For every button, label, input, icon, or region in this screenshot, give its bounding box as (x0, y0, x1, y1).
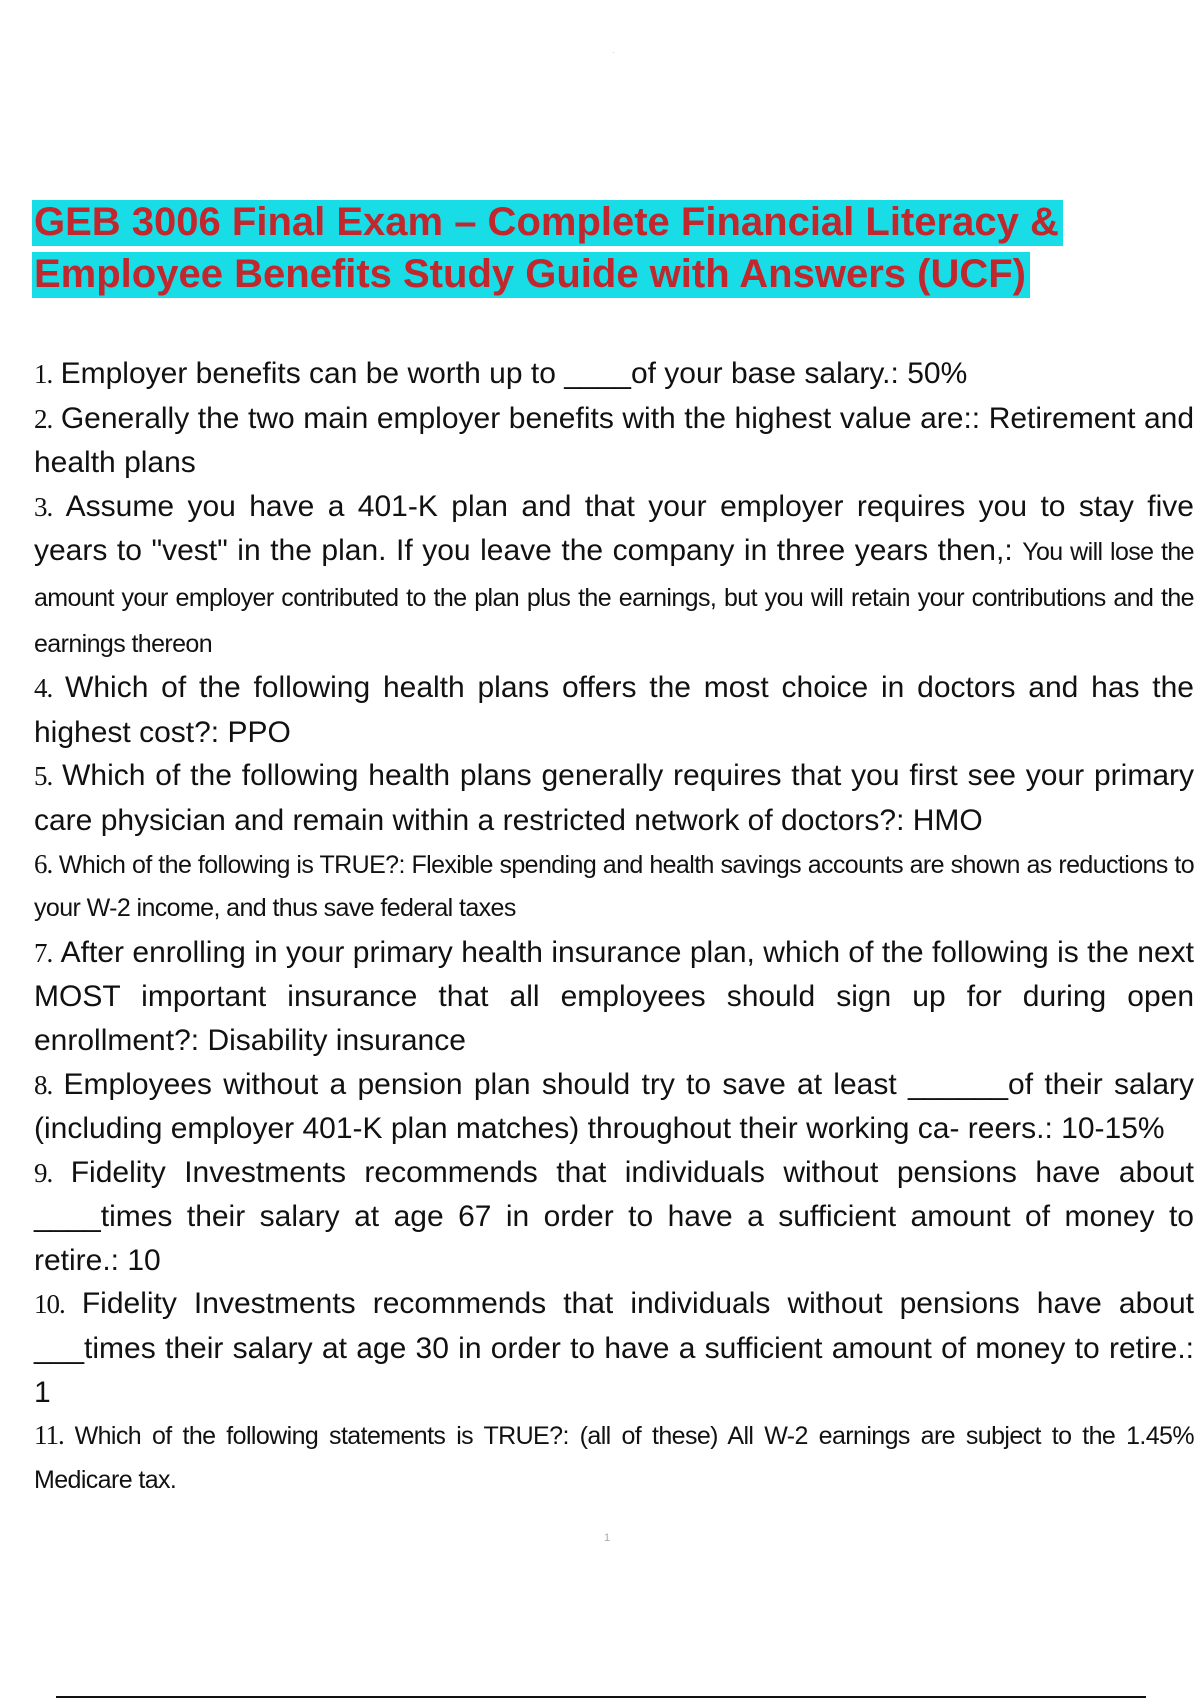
list-item (34, 397, 1194, 485)
question-text: Which of the following is TRUE?: (58, 850, 405, 879)
item-number: 6. (34, 848, 53, 879)
page-title (32, 196, 1182, 300)
answer-text: Flexible spending and health savings accounts are shown as reductions to your W-2 income, and thus save federal taxes (34, 850, 1194, 923)
question-text: Which of the following health plans generally requires that you first see your primary care physician and remain within a restricted network of doctors?: (34, 759, 1194, 837)
answer-text: 50% (907, 357, 968, 390)
list-item (34, 666, 1194, 754)
list-item (34, 1282, 1194, 1414)
page-number: 1 (604, 1532, 611, 1544)
title-line-1: GEB 3006 Final Exam – Complete Financial Literacy & (32, 200, 1063, 246)
list-item (34, 1151, 1194, 1283)
top-mark: · (612, 48, 615, 57)
list-item (34, 843, 1194, 931)
item-number: 1. (34, 359, 53, 389)
answer-text: You will lose the amount your employer contributed to the plan plus the earnings, but you will retain your contributions and the earnings thereon (34, 538, 1194, 658)
answer-text: HMO (912, 803, 983, 837)
bottom-divider (56, 1696, 1146, 1698)
list-item (34, 1063, 1194, 1151)
item-number: 7. (34, 937, 53, 968)
question-text: Fidelity Investments recommends that individuals without pensions have about ____times their salary at age 67 in order to have a sufficient amount of money to retire.: (34, 1155, 1194, 1277)
item-number: 3. (34, 491, 53, 522)
question-text: After enrolling in your primary health insurance plan, which of the following is the next MOST important insurance that all employees should sign up for during open enrollment?: (34, 935, 1195, 1057)
answer-text: PPO (227, 715, 291, 749)
question-text: Fidelity Investments recommends that individuals without pensions have about ___times their salary at age 30 in order to have a sufficient amount of money to retire.: (34, 1287, 1194, 1366)
list-item (34, 352, 1194, 397)
item-number: 2. (34, 403, 53, 434)
item-number: 11. (34, 1420, 64, 1451)
item-number: 10. (34, 1289, 65, 1320)
item-number: 8. (34, 1069, 53, 1100)
question-text: Generally the two main employer benefits with the highest value are:: (60, 401, 981, 435)
question-list (34, 352, 1194, 1502)
question-text: Which of the following health plans offers the most choice in doctors and has the highest cost?: (34, 671, 1194, 749)
answer-text: Retirement and health plans (34, 401, 1195, 480)
list-item (34, 754, 1194, 842)
item-number: 4. (34, 673, 53, 704)
answer-text: (all of these) All W-2 earnings are subject to the 1.45% Medicare tax. (34, 1422, 1194, 1494)
answer-text: 10-15% (1061, 1112, 1165, 1146)
list-item (34, 1414, 1194, 1502)
question-text: Employees without a pension plan should try to save at least ______of their salary (including employer 401-K plan matches) throughout their working ca- reers.: (34, 1067, 1194, 1146)
question-text: Which of the following statements is TRUE?: (74, 1422, 569, 1451)
item-number: 9. (34, 1157, 53, 1188)
answer-text: 1 (34, 1375, 51, 1409)
list-item (34, 485, 1194, 666)
answer-text: Disability insurance (207, 1023, 466, 1057)
question-text: Employer benefits can be worth up to ____of your base salary.: (60, 357, 899, 390)
list-item (34, 931, 1194, 1063)
answer-text: 10 (127, 1243, 161, 1277)
question-text: Assume you have a 401-K plan and that your employer requires you to stay five years to "vest" in the plan. If you leave the company in three years then,: (34, 489, 1194, 568)
title-line-2: Employee Benefits Study Guide with Answers (UCF) (32, 252, 1030, 298)
item-number: 5. (34, 761, 53, 792)
